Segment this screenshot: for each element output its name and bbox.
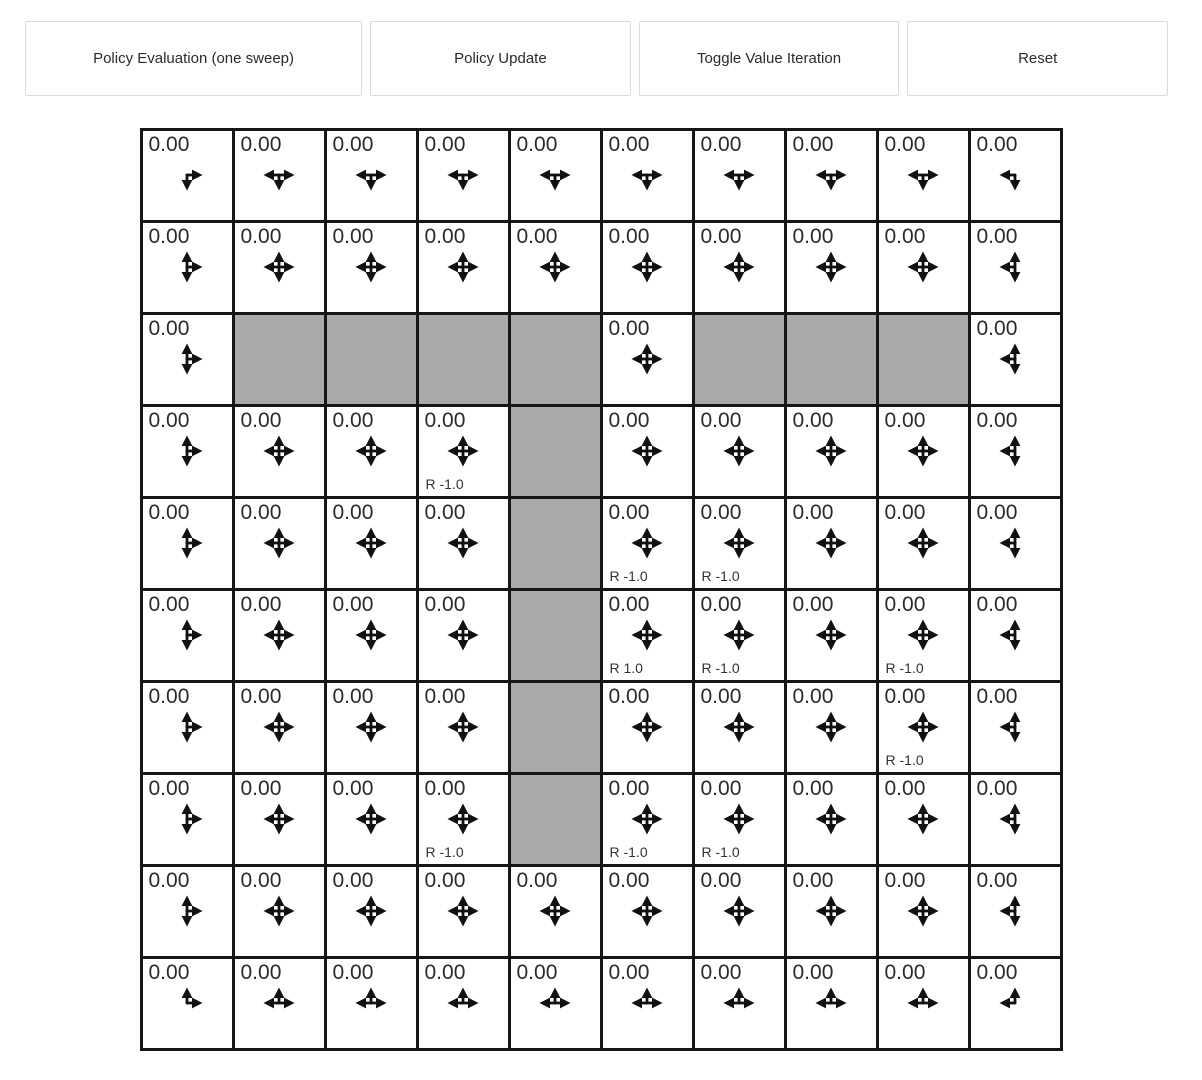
grid-cell[interactable] [143, 683, 232, 772]
cell-value: 0.00 [976, 317, 1018, 340]
cell-value: 0.00 [792, 777, 834, 800]
cell-value: 0.00 [884, 777, 926, 800]
grid-cell[interactable] [327, 223, 416, 312]
policy-arrows-udlr-icon [905, 893, 941, 929]
reset-button[interactable]: Reset [907, 21, 1168, 96]
policy-arrows-udlr-icon [813, 433, 849, 469]
policy-arrows-dl-icon [997, 157, 1033, 193]
policy-arrows-udr-icon [169, 525, 205, 561]
cell-value: 0.00 [240, 961, 282, 984]
cell-value: 0.00 [976, 685, 1018, 708]
grid-cell[interactable] [603, 959, 692, 1048]
policy-arrows-udr-icon [169, 341, 205, 377]
grid-cell[interactable] [327, 959, 416, 1048]
cell-value: 0.00 [700, 409, 742, 432]
cell-value: 0.00 [332, 961, 374, 984]
toggle-value-iteration-button[interactable]: Toggle Value Iteration [639, 21, 900, 96]
cell-value: 0.00 [884, 225, 926, 248]
policy-arrows-udlr-icon [813, 801, 849, 837]
policy-arrows-udlr-icon [905, 801, 941, 837]
cell-value: 0.00 [148, 133, 190, 156]
policy-arrows-udlr-icon [353, 525, 389, 561]
grid-cell[interactable] [419, 775, 508, 864]
policy-arrows-udr-icon [169, 801, 205, 837]
grid-cell[interactable] [143, 867, 232, 956]
policy-arrows-dlr-icon [905, 157, 941, 193]
cell-value: 0.00 [700, 685, 742, 708]
policy-update-button[interactable]: Policy Update [370, 21, 631, 96]
grid-cell[interactable] [879, 959, 968, 1048]
cell-value: 0.00 [148, 225, 190, 248]
grid-cell[interactable] [143, 499, 232, 588]
cell-value: 0.00 [792, 593, 834, 616]
policy-arrows-udlr-icon [629, 709, 665, 745]
grid-cell[interactable] [143, 407, 232, 496]
grid-cell[interactable] [879, 683, 968, 772]
policy-arrows-udr-icon [169, 709, 205, 745]
cell-value: 0.00 [424, 777, 466, 800]
cell-value: 0.00 [884, 133, 926, 156]
grid-cell[interactable] [143, 959, 232, 1048]
grid-cell[interactable] [695, 591, 784, 680]
cell-value: 0.00 [792, 225, 834, 248]
grid-cell[interactable] [695, 867, 784, 956]
cell-value: 0.00 [608, 869, 650, 892]
cell-value: 0.00 [332, 777, 374, 800]
grid-cell[interactable] [235, 591, 324, 680]
grid-cell[interactable] [695, 407, 784, 496]
grid-cell[interactable] [971, 499, 1060, 588]
cell-value: 0.00 [148, 409, 190, 432]
grid-cell[interactable] [603, 407, 692, 496]
grid-cell[interactable] [235, 223, 324, 312]
policy-arrows-udl-icon [997, 249, 1033, 285]
reward-label: R -1.0 [425, 844, 464, 860]
cell-value: 0.00 [976, 777, 1018, 800]
policy-arrows-udlr-icon [905, 617, 941, 653]
grid-cell[interactable] [603, 867, 692, 956]
cell-value: 0.00 [700, 593, 742, 616]
policy-arrows-rd-icon [169, 157, 205, 193]
cell-value: 0.00 [700, 133, 742, 156]
policy-arrows-udlr-icon [445, 525, 481, 561]
cell-value: 0.00 [516, 869, 558, 892]
reward-label: R -1.0 [885, 752, 924, 768]
grid-cell[interactable] [971, 867, 1060, 956]
policy-arrows-dlr-icon [629, 157, 665, 193]
wall-cell [695, 315, 784, 404]
grid-cell[interactable] [787, 499, 876, 588]
cell-value: 0.00 [332, 593, 374, 616]
policy-arrows-ulr-icon [629, 985, 665, 1021]
grid-cell[interactable] [419, 407, 508, 496]
cell-value: 0.00 [608, 777, 650, 800]
cell-value: 0.00 [516, 225, 558, 248]
cell-value: 0.00 [700, 961, 742, 984]
grid-cell[interactable] [787, 867, 876, 956]
grid-cell[interactable] [327, 591, 416, 680]
policy-arrows-udlr-icon [629, 433, 665, 469]
grid-cell[interactable] [787, 683, 876, 772]
reward-label: R -1.0 [701, 660, 740, 676]
policy-arrows-udlr-icon [905, 525, 941, 561]
cell-value: 0.00 [424, 685, 466, 708]
grid-cell[interactable] [971, 407, 1060, 496]
policy-arrows-udlr-icon [813, 249, 849, 285]
cell-value: 0.00 [884, 685, 926, 708]
policy-arrows-ulr-icon [813, 985, 849, 1021]
grid-cell[interactable] [511, 867, 600, 956]
policy-arrows-udlr-icon [813, 617, 849, 653]
policy-arrows-udlr-icon [445, 433, 481, 469]
cell-value: 0.00 [240, 593, 282, 616]
cell-value: 0.00 [700, 869, 742, 892]
policy-arrows-udlr-icon [261, 617, 297, 653]
wall-cell [511, 591, 600, 680]
cell-value: 0.00 [332, 225, 374, 248]
grid-cell[interactable] [603, 591, 692, 680]
policy-arrows-udlr-icon [629, 525, 665, 561]
policy-arrows-udl-icon [997, 709, 1033, 745]
policy-arrows-ul-icon [997, 985, 1033, 1021]
wall-cell [511, 775, 600, 864]
grid-cell[interactable] [603, 131, 692, 220]
cell-value: 0.00 [700, 777, 742, 800]
policy-arrows-udlr-icon [537, 893, 573, 929]
grid-cell[interactable] [235, 959, 324, 1048]
grid-cell[interactable] [603, 315, 692, 404]
policy-arrows-udlr-icon [721, 617, 757, 653]
wall-cell [787, 315, 876, 404]
policy-arrows-ulr-icon [445, 985, 481, 1021]
grid-cell[interactable] [971, 775, 1060, 864]
grid-cell[interactable] [235, 499, 324, 588]
policy-arrows-udlr-icon [721, 893, 757, 929]
policy-arrows-udlr-icon [445, 617, 481, 653]
grid-cell[interactable] [603, 683, 692, 772]
cell-value: 0.00 [884, 501, 926, 524]
grid-cell[interactable] [603, 499, 692, 588]
cell-value: 0.00 [332, 869, 374, 892]
policy-arrows-udl-icon [997, 893, 1033, 929]
cell-value: 0.00 [976, 593, 1018, 616]
policy-arrows-udlr-icon [353, 801, 389, 837]
cell-value: 0.00 [976, 501, 1018, 524]
cell-value: 0.00 [424, 869, 466, 892]
policy-arrows-udlr-icon [445, 249, 481, 285]
cell-value: 0.00 [608, 501, 650, 524]
cell-value: 0.00 [148, 593, 190, 616]
wall-cell [235, 315, 324, 404]
policy-evaluation-button[interactable]: Policy Evaluation (one sweep) [25, 21, 362, 96]
policy-arrows-udlr-icon [905, 433, 941, 469]
cell-value: 0.00 [516, 133, 558, 156]
grid-cell[interactable] [235, 683, 324, 772]
policy-arrows-udlr-icon [353, 249, 389, 285]
cell-value: 0.00 [424, 593, 466, 616]
grid-cell[interactable] [879, 131, 968, 220]
policy-arrows-dlr-icon [537, 157, 573, 193]
gridworld [140, 128, 1063, 1051]
reward-label: R -1.0 [425, 476, 464, 492]
policy-arrows-ur-icon [169, 985, 205, 1021]
policy-arrows-udlr-icon [445, 801, 481, 837]
grid-cell[interactable] [971, 315, 1060, 404]
cell-value: 0.00 [976, 961, 1018, 984]
policy-arrows-udlr-icon [445, 709, 481, 745]
policy-arrows-udlr-icon [261, 801, 297, 837]
grid-cell[interactable] [419, 959, 508, 1048]
grid-cell[interactable] [787, 131, 876, 220]
grid-cell[interactable] [971, 683, 1060, 772]
policy-arrows-udlr-icon [721, 249, 757, 285]
grid-cell[interactable] [419, 591, 508, 680]
policy-arrows-dlr-icon [353, 157, 389, 193]
grid-cell[interactable] [327, 775, 416, 864]
cell-value: 0.00 [608, 593, 650, 616]
grid-cell[interactable] [511, 223, 600, 312]
policy-arrows-udlr-icon [261, 249, 297, 285]
grid-cell[interactable] [879, 499, 968, 588]
cell-value: 0.00 [424, 409, 466, 432]
reward-label: R -1.0 [609, 568, 648, 584]
wall-cell [511, 499, 600, 588]
grid-cell[interactable] [787, 959, 876, 1048]
grid-cell[interactable] [235, 131, 324, 220]
grid-cell[interactable] [787, 591, 876, 680]
cell-value: 0.00 [976, 225, 1018, 248]
grid-cell[interactable] [971, 223, 1060, 312]
policy-arrows-udlr-icon [813, 893, 849, 929]
reward-label: R -1.0 [609, 844, 648, 860]
policy-arrows-udlr-icon [905, 249, 941, 285]
grid-cell[interactable] [143, 775, 232, 864]
grid-cell[interactable] [695, 683, 784, 772]
policy-arrows-udr-icon [169, 617, 205, 653]
grid-cell[interactable] [971, 131, 1060, 220]
policy-arrows-ulr-icon [261, 985, 297, 1021]
policy-arrows-ulr-icon [905, 985, 941, 1021]
cell-value: 0.00 [332, 409, 374, 432]
policy-arrows-udr-icon [169, 893, 205, 929]
cell-value: 0.00 [608, 409, 650, 432]
grid-cell[interactable] [327, 867, 416, 956]
policy-arrows-udlr-icon [813, 709, 849, 745]
policy-arrows-ulr-icon [537, 985, 573, 1021]
policy-arrows-udlr-icon [629, 617, 665, 653]
grid-cell[interactable] [419, 499, 508, 588]
policy-arrows-udlr-icon [629, 249, 665, 285]
cell-value: 0.00 [424, 961, 466, 984]
grid-cell[interactable] [695, 775, 784, 864]
grid-cell[interactable] [143, 591, 232, 680]
cell-value: 0.00 [700, 225, 742, 248]
cell-value: 0.00 [148, 777, 190, 800]
cell-value: 0.00 [424, 225, 466, 248]
policy-arrows-udlr-icon [261, 709, 297, 745]
grid-cell[interactable] [419, 131, 508, 220]
grid-cell[interactable] [879, 775, 968, 864]
grid-cell[interactable] [235, 867, 324, 956]
cell-value: 0.00 [608, 133, 650, 156]
grid-cell[interactable] [327, 131, 416, 220]
wall-cell [511, 315, 600, 404]
cell-value: 0.00 [976, 869, 1018, 892]
cell-value: 0.00 [240, 777, 282, 800]
grid-cell[interactable] [235, 775, 324, 864]
cell-value: 0.00 [884, 593, 926, 616]
grid-cell[interactable] [419, 223, 508, 312]
cell-value: 0.00 [148, 869, 190, 892]
cell-value: 0.00 [148, 501, 190, 524]
cell-value: 0.00 [240, 133, 282, 156]
policy-arrows-udlr-icon [261, 525, 297, 561]
policy-arrows-udl-icon [997, 617, 1033, 653]
grid-cell[interactable] [327, 683, 416, 772]
policy-arrows-udlr-icon [721, 709, 757, 745]
cell-value: 0.00 [792, 869, 834, 892]
policy-arrows-ulr-icon [353, 985, 389, 1021]
grid-cell[interactable] [511, 131, 600, 220]
grid-cell[interactable] [419, 683, 508, 772]
policy-arrows-ulr-icon [721, 985, 757, 1021]
grid-cell[interactable] [327, 499, 416, 588]
policy-arrows-udlr-icon [537, 249, 573, 285]
grid-cell[interactable] [327, 407, 416, 496]
cell-value: 0.00 [240, 869, 282, 892]
cell-value: 0.00 [240, 685, 282, 708]
cell-value: 0.00 [792, 133, 834, 156]
cell-value: 0.00 [148, 317, 190, 340]
policy-arrows-udl-icon [997, 525, 1033, 561]
policy-arrows-udlr-icon [721, 525, 757, 561]
policy-arrows-udlr-icon [353, 709, 389, 745]
cell-value: 0.00 [332, 501, 374, 524]
policy-arrows-udlr-icon [629, 801, 665, 837]
grid-cell[interactable] [879, 223, 968, 312]
grid-cell[interactable] [143, 315, 232, 404]
wall-cell [511, 683, 600, 772]
policy-arrows-udlr-icon [905, 709, 941, 745]
grid-cell[interactable] [695, 131, 784, 220]
policy-arrows-udlr-icon [261, 893, 297, 929]
cell-value: 0.00 [792, 409, 834, 432]
grid-cell[interactable] [235, 407, 324, 496]
gridworld-container [140, 128, 1063, 1051]
grid-cell[interactable] [787, 775, 876, 864]
reward-label: R -1.0 [885, 660, 924, 676]
cell-value: 0.00 [792, 685, 834, 708]
cell-value: 0.00 [608, 685, 650, 708]
cell-value: 0.00 [608, 961, 650, 984]
cell-value: 0.00 [148, 961, 190, 984]
cell-value: 0.00 [884, 961, 926, 984]
cell-value: 0.00 [792, 961, 834, 984]
grid-cell[interactable] [695, 223, 784, 312]
grid-cell[interactable] [511, 959, 600, 1048]
policy-arrows-udlr-icon [445, 893, 481, 929]
cell-value: 0.00 [148, 685, 190, 708]
grid-cell[interactable] [143, 223, 232, 312]
cell-value: 0.00 [240, 501, 282, 524]
grid-cell[interactable] [787, 407, 876, 496]
policy-arrows-udlr-icon [721, 433, 757, 469]
wall-cell [419, 315, 508, 404]
cell-value: 0.00 [792, 501, 834, 524]
policy-arrows-udlr-icon [629, 341, 665, 377]
grid-cell[interactable] [419, 867, 508, 956]
policy-arrows-dlr-icon [813, 157, 849, 193]
cell-value: 0.00 [884, 869, 926, 892]
reward-label: R 1.0 [609, 660, 643, 676]
cell-value: 0.00 [608, 317, 650, 340]
grid-cell[interactable] [971, 591, 1060, 680]
cell-value: 0.00 [700, 501, 742, 524]
cell-value: 0.00 [240, 409, 282, 432]
wall-cell [327, 315, 416, 404]
policy-arrows-udlr-icon [353, 617, 389, 653]
cell-value: 0.00 [516, 961, 558, 984]
grid-cell[interactable] [695, 499, 784, 588]
grid-cell[interactable] [879, 407, 968, 496]
policy-arrows-udl-icon [997, 801, 1033, 837]
cell-value: 0.00 [976, 133, 1018, 156]
cell-value: 0.00 [240, 225, 282, 248]
grid-cell[interactable] [879, 867, 968, 956]
reward-label: R -1.0 [701, 844, 740, 860]
reward-label: R -1.0 [701, 568, 740, 584]
policy-arrows-udl-icon [997, 433, 1033, 469]
cell-value: 0.00 [976, 409, 1018, 432]
policy-arrows-udl-icon [997, 341, 1033, 377]
policy-arrows-dlr-icon [721, 157, 757, 193]
cell-value: 0.00 [332, 685, 374, 708]
cell-value: 0.00 [884, 409, 926, 432]
grid-cell[interactable] [603, 223, 692, 312]
policy-arrows-udr-icon [169, 249, 205, 285]
grid-cell[interactable] [143, 131, 232, 220]
grid-cell[interactable] [971, 959, 1060, 1048]
grid-cell[interactable] [603, 775, 692, 864]
policy-arrows-udr-icon [169, 433, 205, 469]
wall-cell [879, 315, 968, 404]
policy-arrows-udlr-icon [261, 433, 297, 469]
wall-cell [511, 407, 600, 496]
grid-cell[interactable] [787, 223, 876, 312]
grid-cell[interactable] [695, 959, 784, 1048]
policy-arrows-udlr-icon [353, 433, 389, 469]
cell-value: 0.00 [332, 133, 374, 156]
cell-value: 0.00 [608, 225, 650, 248]
policy-arrows-udlr-icon [813, 525, 849, 561]
cell-value: 0.00 [424, 133, 466, 156]
policy-arrows-dlr-icon [445, 157, 481, 193]
cell-value: 0.00 [424, 501, 466, 524]
grid-cell[interactable] [879, 591, 968, 680]
policy-arrows-udlr-icon [353, 893, 389, 929]
policy-arrows-udlr-icon [629, 893, 665, 929]
policy-arrows-dlr-icon [261, 157, 297, 193]
toolbar [0, 0, 1202, 96]
policy-arrows-udlr-icon [721, 801, 757, 837]
